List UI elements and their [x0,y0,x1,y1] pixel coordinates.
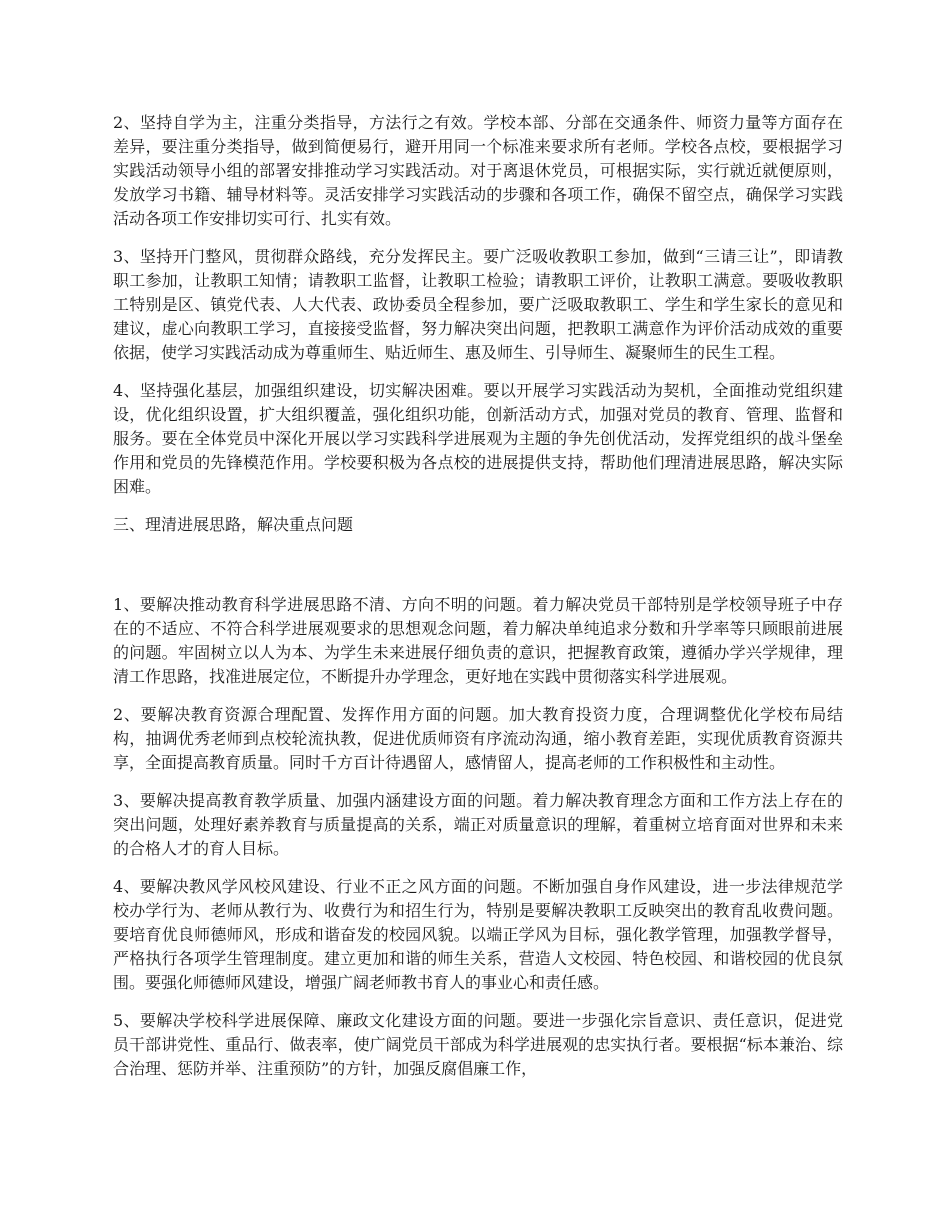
paragraph-s3-3: 3、要解决提高教育教学质量、加强内涵建设方面的问题。着力解决教育理念方面和工作方法上存在的突出问题，处理好素养教育与质量提高的关系，端正对质量意识的理解，着重树立培育面对世界和未来的合格人才的育人目标。 [113,791,843,858]
section-three-heading: 三、理清进展思路，解决重点问题 [113,515,354,534]
document-page [113,111,843,1095]
paragraph-3-open-rectification: 3、坚持开门整风，贯彻群众路线，充分发挥民主。要广泛吸收教职工参加，做到“三请三让”，即请教职工参加，让教职工知情；请教职工监督，让教职工检验；请教职工评价，让教职工满意。要吸收教职工特别是区、镇党代表、人大代表、政协委员全程参加，要广泛吸取教职工、学生和学生家长的意见和建议，虚心向教职工学习，直接接受监督，努力解决突出问题，把教职工满意作为评价活动成效的重要依据，使学习实践活动成为尊重师生、贴近师生、惠及师生、引导师生、凝聚师生的民生工程。 [113,247,843,362]
paragraph-s3-5: 5、要解决学校科学进展保障、廉政文化建设方面的问题。要进一步强化宗旨意识、责任意识，促进党员干部讲党性、重品行、做表率，使广阔党员干部成为科学进展观的忠实执行者。要根据“标本兼治、综合治理、惩防并举、注重预防”的方针，加强反腐倡廉工作， [113,1011,843,1078]
section-gap [113,551,843,593]
paragraph-s3-1: 1、要解决推动教育科学进展思路不清、方向不明的问题。着力解决党员干部特别是学校领导班子中存在的不适应、不符合科学进展观要求的思想观念问题，着力解决单纯追求分数和升学率等只顾眼前进展的问题。牢固树立以人为本、为学生未来进展仔细负责的意识，把握教育政策，遵循办学兴学规律，理清工作思路，找准进展定位，不断提升办学理念，更好地在实践中贯彻落实科学进展观。 [113,595,843,686]
paragraph-s3-2: 2、要解决教育资源合理配置、发挥作用方面的问题。加大教育投资力度，合理调整优化学校布局结构，抽调优秀老师到点校轮流执教，促进优质师资有序流动沟通，缩小教育差距，实现优质教育资源共享，全面提高教育质量。同时千方百计待遇留人，感情留人，提高老师的工作积极性和主动性。 [113,705,843,772]
paragraph-s3-4: 4、要解决教风学风校风建设、行业不正之风方面的问题。不断加强自身作风建设，进一步法律规范学校办学行为、老师从教行为、收费行为和招生行为，特别是要解决教职工反映突出的教育乱收费问题。要培育优良师德师风，形成和谐奋发的校园风貌。以端正学风为目标，强化教学管理，加强教学督导，严格执行各项学生管理制度。建立更加和谐的师生关系，营造人文校园、特色校园、和谐校园的优良氛围。要强化师德师风建设，增强广阔老师教书育人的事业心和责任感。 [113,877,843,992]
paragraph-2-self-study: 2、坚持自学为主，注重分类指导，方法行之有效。学校本部、分部在交通条件、师资力量等方面存在差异，要注重分类指导，做到简便易行，避开用同一个标准来要求所有老师。学校各点校，要根据学习实践活动领导小组的部署安排推动学习实践活动。对于离退休党员，可根据实际，实行就近就便原则，发放学习书籍、辅导材料等。灵活安排学习实践活动的步骤和各项工作，确保不留空点，确保学习实践活动各项工作安排切实可行、扎实有效。 [113,113,843,228]
paragraph-4-grassroots: 4、坚持强化基层，加强组织建设，切实解决困难。要以开展学习实践活动为契机，全面推动党组织建设，优化组织设置，扩大组织覆盖，强化组织功能，创新活动方式，加强对党员的教育、管理、监督和服务。要在全体党员中深化开展以学习实践科学进展观为主题的争先创优活动，发挥党组织的战斗堡垒作用和党员的先锋模范作用。学校要积极为各点校的进展提供支持，帮助他们理清进展思路，解决实际困难。 [113,381,843,496]
